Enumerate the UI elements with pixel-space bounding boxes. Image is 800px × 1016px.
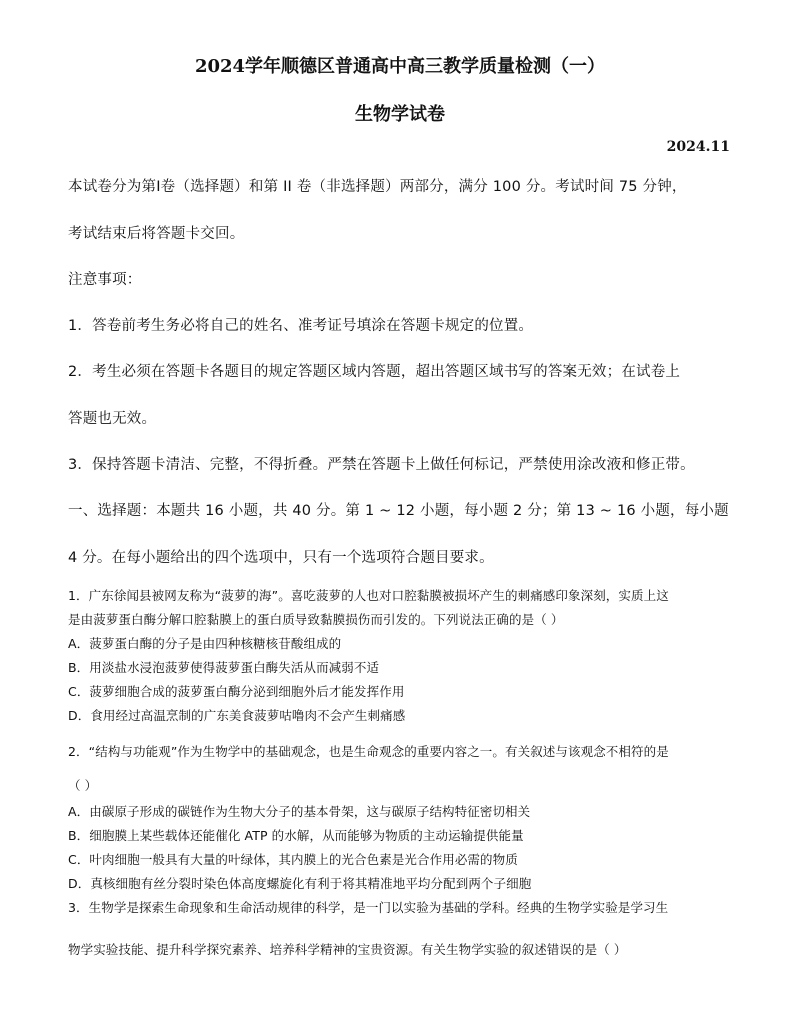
question-1-option-a: A．菠萝蛋白酶的分子是由四种核糖核苷酸组成的	[68, 636, 342, 651]
section-1-line-2: 4 分。在每小题给出的四个选项中，只有一个选项符合题目要求。	[68, 550, 494, 566]
question-2-option-c: C．叶肉细胞一般具有大量的叶绿体，其内膜上的光合色素是光合作用必需的物质	[68, 852, 518, 867]
intro-line-1: 本试卷分为第Ⅰ卷（选择题）和第 II 卷（非选择题）两部分，满分 100 分。考试时间 75 分钟，	[68, 179, 687, 195]
intro-line-2: 考试结束后将答题卡交回。	[68, 226, 245, 242]
question-1-option-d: D．食用经过高温烹制的广东美食菠萝咕噜肉不会产生刺痛感	[68, 708, 406, 723]
exam-subtitle: 生物学试卷	[355, 104, 445, 125]
question-2-option-a: A．由碳原子形成的碳链作为生物大分子的基本骨架，这与碳原子结构特征密切相关	[68, 804, 531, 819]
question-1-option-b: B．用淡盐水浸泡菠萝使得菠萝蛋白酶失活从而减弱不适	[68, 660, 380, 675]
question-1-stem-line-1: 1．广东徐闻县被网友称为“菠萝的海”。喜吃菠萝的人也对口腔黏膜被损坏产生的刺痛感印象深刻，实质上这	[68, 588, 669, 603]
question-2-stem-line-1: 2．“结构与功能观”作为生物学中的基础观念，也是生命观念的重要内容之一。有关叙述与该观念不相符的是	[68, 744, 669, 759]
question-2-stem-line-2: （ ）	[68, 778, 98, 793]
question-3-stem-line-2: 物学实验技能、提升科学探究素养、培养科学精神的宝贵资源。有关生物学实验的叙述错误的是（ ）	[68, 942, 627, 957]
question-1-stem-line-2: 是由菠萝蛋白酶分解口腔黏膜上的蛋白质导致黏膜损伤而引发的。下列说法正确的是（ ）	[68, 612, 564, 627]
question-2-option-d: D．真核细胞有丝分裂时染色体高度螺旋化有利于将其精准地平均分配到两个子细胞	[68, 876, 532, 891]
note-item-1: 1．答卷前考生务必将自己的姓名、准考证号填涂在答题卡规定的位置。	[68, 318, 534, 334]
question-2-option-b: B．细胞膜上某些载体还能催化 ATP 的水解，从而能够为物质的主动运输提供能量	[68, 828, 524, 843]
notes-heading: 注意事项：	[68, 272, 142, 288]
section-1-line-1: 一、选择题：本题共 16 小题，共 40 分。第 1 ~ 12 小题，每小题 2 分；第 13 ~ 16 小题，每小题	[68, 503, 729, 519]
exam-title: 2024学年顺德区普通高中高三教学质量检测（一）	[194, 56, 606, 77]
exam-date: 2024.11	[666, 139, 730, 155]
question-1-option-c: C．菠萝细胞合成的菠萝蛋白酶分泌到细胞外后才能发挥作用	[68, 684, 405, 699]
note-item-2-line-2: 答题也无效。	[68, 411, 157, 427]
note-item-3: 3．保持答题卡清洁、完整，不得折叠。严禁在答题卡上做任何标记，严禁使用涂改液和修正带。	[68, 457, 695, 473]
note-item-2-line-1: 2．考生必须在答题卡各题目的规定答题区域内答题，超出答题区域书写的答案无效；在试卷上	[68, 364, 681, 380]
question-3-stem-line-1: 3．生物学是探索生命现象和生命活动规律的科学，是一门以实验为基础的学科。经典的生物学实验是学习生	[68, 900, 669, 915]
